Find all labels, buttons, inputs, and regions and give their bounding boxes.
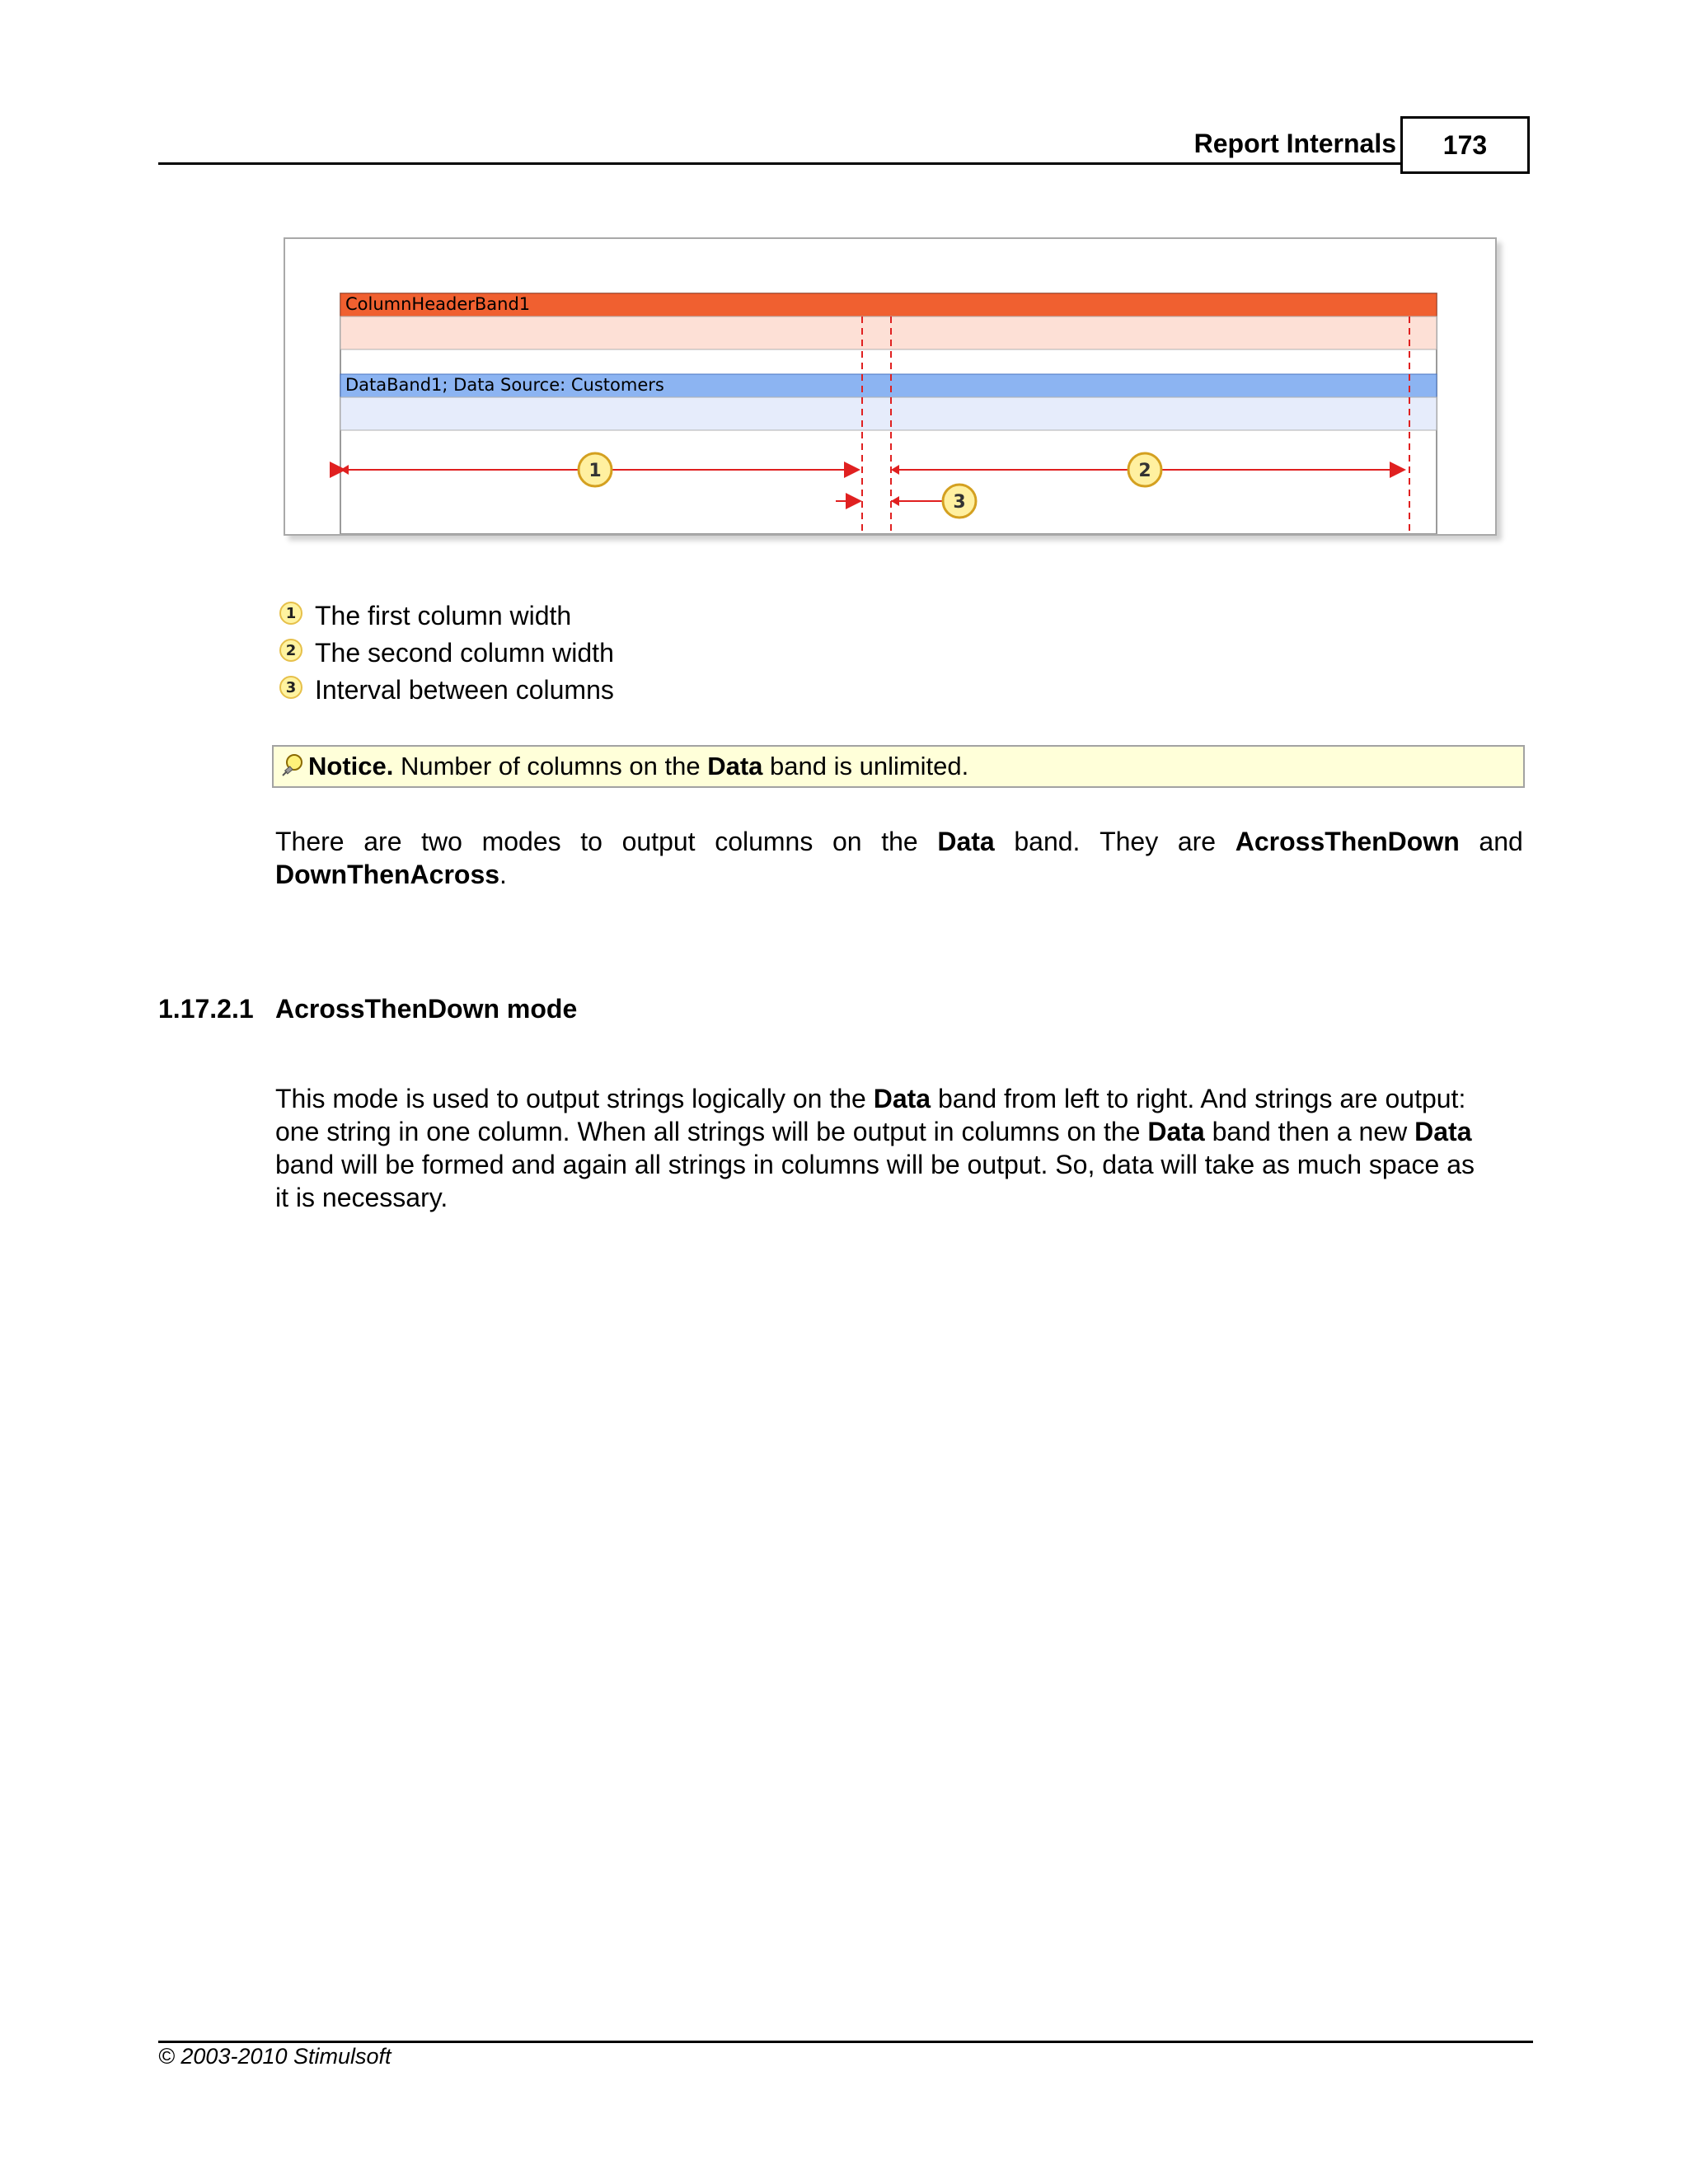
intro-word-bold: DownThenAcross bbox=[275, 860, 500, 889]
notice-text-post: band is unlimited. bbox=[770, 752, 969, 780]
lightbulb-icon bbox=[280, 753, 305, 778]
body-text: band from left to right. And strings are output: bbox=[937, 1084, 1466, 1113]
legend-text-1: The first column width bbox=[315, 601, 572, 630]
legend-badge-3: 3 bbox=[279, 676, 302, 699]
intro-word: modes bbox=[481, 827, 561, 856]
column-header-band-body bbox=[340, 316, 1437, 349]
legend-badge-1: 1 bbox=[279, 602, 302, 625]
svg-text:3: 3 bbox=[953, 492, 966, 513]
intro-line-1 bbox=[275, 825, 1523, 858]
section-number: 1.17.2.1 bbox=[158, 994, 254, 1024]
intro-word: two bbox=[421, 827, 462, 856]
notice-text-pre: Number of columns on the bbox=[400, 752, 701, 780]
intro-word: columns bbox=[715, 827, 814, 856]
body-line-2 bbox=[275, 1115, 1528, 1148]
data-band-body bbox=[340, 397, 1437, 430]
body-text: one string in one column. When all strings will be output in columns on the bbox=[275, 1117, 1141, 1146]
body-text-bold: Data bbox=[1414, 1117, 1472, 1146]
body-text-bold: Data bbox=[1147, 1117, 1205, 1146]
body-line-1 bbox=[275, 1082, 1528, 1115]
page-number: 173 bbox=[1442, 129, 1488, 160]
running-header-title: Report Internals bbox=[1193, 129, 1396, 158]
intro-word: to bbox=[580, 827, 603, 856]
intro-word: on bbox=[832, 827, 862, 856]
marker-2 bbox=[1128, 453, 1161, 486]
footer-copyright: © 2003-2010 Stimulsoft bbox=[158, 2044, 392, 2069]
data-band-label: DataBand1; Data Source: Customers bbox=[345, 375, 664, 395]
intro-word: They bbox=[1100, 827, 1159, 856]
intro-word: output bbox=[621, 827, 696, 856]
marker-1 bbox=[579, 453, 612, 486]
intro-word: band. bbox=[1014, 827, 1081, 856]
intro-word: are bbox=[363, 827, 402, 856]
legend-text-3: Interval between columns bbox=[315, 675, 614, 705]
columns-diagram bbox=[284, 237, 1497, 536]
marker-3 bbox=[943, 485, 976, 518]
body-paragraph bbox=[275, 1082, 1528, 1214]
footer-rule bbox=[158, 2041, 1533, 2043]
svg-text:2: 2 bbox=[1138, 461, 1151, 481]
intro-paragraph bbox=[275, 825, 1523, 891]
page-number-box bbox=[1400, 116, 1530, 174]
body-text: band then a new bbox=[1212, 1117, 1408, 1146]
notice-text bbox=[308, 752, 968, 781]
notice-text-bold: Data bbox=[707, 752, 763, 780]
svg-text:1: 1 bbox=[588, 461, 602, 481]
column-header-band-label: ColumnHeaderBand1 bbox=[345, 294, 531, 314]
notice-box bbox=[272, 745, 1525, 788]
intro-word: the bbox=[881, 827, 918, 856]
body-line-4: it is necessary. bbox=[275, 1183, 448, 1212]
header-rule bbox=[158, 162, 1401, 165]
intro-word-bold: AcrossThenDown bbox=[1235, 827, 1460, 856]
legend-badge-2: 2 bbox=[279, 639, 302, 662]
body-text-bold: Data bbox=[873, 1084, 931, 1113]
intro-word: There bbox=[275, 827, 345, 856]
intro-word: and bbox=[1479, 827, 1523, 856]
body-text: This mode is used to output strings logically on the bbox=[275, 1084, 866, 1113]
intro-word-bold: Data bbox=[937, 827, 995, 856]
section-title: AcrossThenDown mode bbox=[275, 994, 578, 1024]
body-line-3: band will be formed and again all strings in columns will be output. So, data will take as much space as bbox=[275, 1150, 1475, 1179]
notice-label: Notice. bbox=[308, 752, 394, 780]
intro-word: are bbox=[1177, 827, 1217, 856]
intro-line-2 bbox=[275, 858, 1523, 891]
intro-word: . bbox=[499, 860, 507, 889]
legend-text-2: The second column width bbox=[315, 638, 614, 668]
